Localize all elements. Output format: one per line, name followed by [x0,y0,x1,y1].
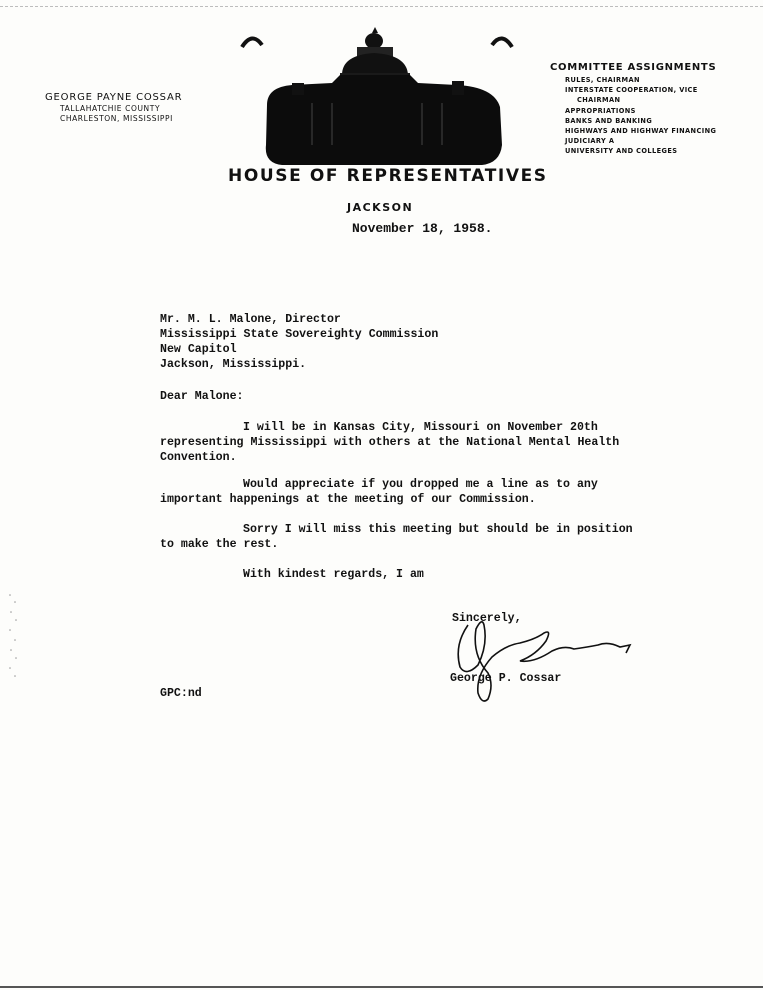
top-edge [0,6,763,7]
paragraph-1 [160,420,619,465]
paragraph-2 [160,477,598,507]
committee-item: UNIVERSITY AND COLLEGES [565,147,678,156]
margin-speckle [6,590,20,680]
recipient-address [160,312,438,372]
committee-item: BANKS AND BANKING [565,116,653,125]
committee-item: CHAIRMAN [577,96,621,105]
signature-name: George P. Cossar [450,672,562,685]
bottom-edge [0,986,763,988]
paragraph-line: Convention. [160,451,237,464]
address-line: New Capitol [160,343,237,356]
paragraph-line: to make the rest. [160,538,279,551]
paragraph-line: I will be in Kansas City, Missouri on November 20th [243,421,598,434]
committee-block [550,62,716,157]
address-line: Mr. M. L. Malone, Director [160,313,341,326]
salutation: Dear Malone: [160,390,244,403]
address-line: Jackson, Mississippi. [160,358,307,371]
paragraph-line: representing Mississippi with others at the National Mental Health [160,436,620,449]
sender-name: GEORGE PAYNE COSSAR [45,92,183,103]
paragraph-3 [160,522,633,552]
committee-item: APPROPRIATIONS [565,106,636,115]
typist-initials: GPC:nd [160,687,202,700]
letterhead-city: JACKSON [347,201,414,214]
committee-list [550,75,716,157]
paragraph-line: With kindest regards, I am [243,568,424,581]
paragraph-line: Sorry I will miss this meeting but should be in position [243,523,633,536]
sender-block [45,92,182,124]
paragraph-line: important happenings at the meeting of our Commission. [160,493,536,506]
sender-county: TALLAHATCHIE COUNTY [60,104,161,113]
letter-date: November 18, 1958. [352,221,493,236]
sender-city: CHARLESTON, MISSISSIPPI [60,114,173,123]
capitol-emblem-icon [232,25,537,175]
paragraph-4 [160,567,424,582]
address-line: Mississippi State Sovereighty Commission [160,328,439,341]
house-title: HOUSE OF REPRESENTATIVES [228,166,548,186]
committee-item: HIGHWAYS AND HIGHWAY FINANCING [565,127,717,136]
committee-item: INTERSTATE COOPERATION, VICE [565,86,698,95]
paragraph-line: Would appreciate if you dropped me a line as to any [243,478,598,491]
committee-heading: COMMITTEE ASSIGNMENTS [550,62,717,73]
closing: Sincerely, [452,612,522,625]
committee-item: JUDICIARY A [565,137,615,146]
committee-item: RULES, CHAIRMAN [565,76,640,84]
